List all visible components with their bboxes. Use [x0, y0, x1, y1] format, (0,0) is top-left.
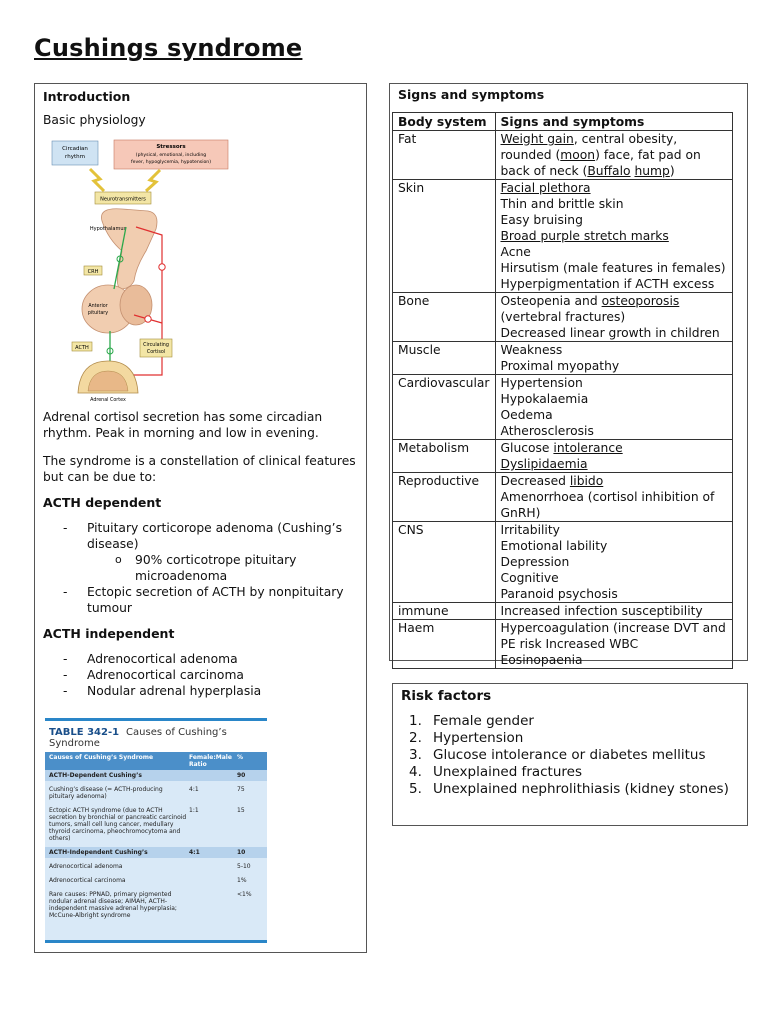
table-row: Metabolism Glucose intolerance Dyslipidaemia	[393, 440, 733, 473]
table-row: ACTH-Independent Cushing’s 4:1 10	[45, 847, 267, 858]
list-item: 3. Glucose intolerance or diabetes mellitus	[409, 747, 706, 763]
symptom-cell: Increased infection susceptibility	[495, 603, 733, 620]
symptom-cell: Irritability Emotional lability Depression Cognitive Paranoid psychosis	[495, 522, 733, 603]
risk-factors-heading: Risk factors	[401, 688, 492, 704]
list-item: - Adrenocortical carcinoma	[43, 667, 358, 683]
table-header-row	[393, 113, 733, 131]
hypothalamus-shape	[101, 209, 157, 289]
list-item: - Adrenocortical adenoma	[43, 651, 358, 667]
list-item: 1. Female gender	[409, 713, 534, 729]
circadian-paragraph: Adrenal cortisol secretion has some circadian rhythm. Peak in morning and low in evening.	[43, 410, 323, 440]
table-row: Reproductive Decreased libido Amenorrhoea (cortisol inhibition of GnRH)	[393, 473, 733, 522]
list-item: - Pituitary corticorope adenoma (Cushing’s disease) o 90% corticotrope pituitary microadenoma	[43, 520, 358, 584]
list-item: - Ectopic secretion of ACTH by nonpituitary tumour	[43, 584, 358, 616]
causes-table-title: TABLE 342-1 Causes of Cushing’s Syndrome	[45, 721, 267, 752]
lightning-arrow-icon	[146, 170, 160, 191]
table-row: Adrenocortical carcinoma 1%	[49, 877, 247, 884]
table-row: Bone Osteopenia and osteoporosis (vertebral fractures) Decreased linear growth in children	[393, 293, 733, 342]
circadian-label: rhythm	[65, 154, 85, 160]
circadian-rhythm-box	[52, 141, 98, 165]
table-row: immune Increased infection susceptibility	[393, 603, 733, 620]
circulating-cortisol-label: Circulating	[143, 343, 169, 348]
list-item: 2. Hypertension	[409, 730, 524, 746]
list-item: - Nodular adrenal hyperplasia	[43, 683, 358, 699]
circadian-label: Circadian	[62, 146, 88, 152]
symptom-cell: Weight gain, central obesity, rounded (moon) face, fat pad on back of neck (Buffalo hump)	[495, 131, 733, 180]
neurotransmitters-label: Neurotransmitters	[100, 196, 146, 203]
signs-table	[392, 112, 733, 669]
acth-dependent-list	[43, 520, 358, 616]
symptom-cell: Osteopenia and osteoporosis (vertebral fractures) Decreased linear growth in children	[495, 293, 733, 342]
weight-gain-text: Weight gain	[500, 132, 574, 146]
causes-table-image	[45, 718, 267, 943]
table-row: Rare causes: PPNAD, primary pigmented nodular adrenal disease; AIMAH, ACTH-independent massive adrenal hyperplasia; McCune-Albright syndrome <1%	[49, 891, 252, 919]
introduction-heading: Introduction	[43, 89, 131, 104]
anterior-pituitary-label: Anterior	[88, 304, 108, 309]
table-row: Skin Facial plethora Thin and brittle skin Easy bruising Broad purple stretch marks Acne Hirsutism (male features in females) Hyperpigmentation if ACTH excess	[393, 180, 733, 293]
circulating-cortisol-label: Cortisol	[146, 350, 166, 355]
column-header: Signs and symptoms	[495, 113, 733, 131]
inhibit-icon	[145, 316, 151, 322]
stressors-detail: fever, hypoglycemia, hypotension)	[131, 160, 211, 165]
acth-independent-list	[43, 651, 358, 699]
list-item: 4. Unexplained fractures	[409, 764, 583, 780]
symptom-cell: Glucose intolerance Dyslipidaemia	[495, 440, 733, 473]
physiology-diagram	[50, 139, 230, 402]
list-item: 5. Unexplained nephrolithiasis (kidney stones)	[409, 781, 729, 797]
basic-physiology-label: Basic physiology	[43, 113, 146, 127]
acth-independent-heading: ACTH independent	[43, 626, 175, 641]
column-header: Body system	[393, 113, 496, 131]
stressors-label: Stressors	[156, 144, 186, 150]
acth-dependent-heading: ACTH dependent	[43, 495, 162, 510]
page-title: Cushings syndrome	[34, 34, 303, 62]
table-row: Fat Weight gain, central obesity, rounded (moon) face, fat pad on back of neck (Buffalo hump)	[393, 131, 733, 180]
risk-factors-panel	[392, 683, 748, 826]
table-row: Muscle Weakness Proximal myopathy	[393, 342, 733, 375]
table-row: CNS Irritability Emotional lability Depression Cognitive Paranoid psychosis	[393, 522, 733, 603]
table-row: Ectopic ACTH syndrome (due to ACTH secretion by bronchial or pancreatic carcinoid tumors, small cell lung cancer, medullary thyroid carcinoma, pheochromocytoma and others) 1:1 15	[49, 807, 245, 842]
table-row: ACTH-Dependent Cushing’s 90	[45, 770, 267, 781]
table-row: Cardiovascular Hypertension Hypokalaemia Oedema Atherosclerosis	[393, 375, 733, 440]
table-row: Adrenocortical adenoma 5-10	[49, 863, 251, 870]
table-header-row: Causes of Cushing’s Syndrome Female:Male Ratio %	[45, 752, 267, 770]
list-item: o 90% corticotrope pituitary microadenoma	[87, 552, 358, 584]
table-row: Cushing’s disease (= ACTH-producing pituitary adenoma) 4:1 75	[49, 786, 245, 800]
hypothalamus-label: Hypothalamus	[89, 226, 127, 232]
symptom-cell: Weakness Proximal myopathy	[495, 342, 733, 375]
inhibit-icon	[159, 264, 165, 270]
stressors-detail: (physical, emotional, including	[135, 153, 207, 158]
adrenal-cortex-label: Adrenal Cortex	[90, 398, 126, 402]
symptom-cell: Facial plethora Thin and brittle skin Easy bruising Broad purple stretch marks Acne Hirsutism (male features in females) Hyperpigmentation if ACTH excess	[495, 180, 733, 293]
signs-heading: Signs and symptoms	[398, 87, 545, 102]
symptom-cell: Hypercoagulation (increase DVT and PE risk Increased WBC Eosinopaenia	[495, 620, 733, 669]
signs-table-container	[392, 112, 733, 675]
lightning-arrow-icon	[90, 169, 104, 191]
table-row: Haem Hypercoagulation (increase DVT and PE risk Increased WBC Eosinopaenia	[393, 620, 733, 669]
acth-label: ACTH	[75, 345, 89, 351]
risk-factors-list	[401, 713, 739, 798]
symptom-cell: Hypertension Hypokalaemia Oedema Atherosclerosis	[495, 375, 733, 440]
symptom-cell: Decreased libido Amenorrhoea (cortisol inhibition of GnRH)	[495, 473, 733, 522]
anterior-pituitary-label: pituitary	[87, 311, 109, 316]
constellation-paragraph: The syndrome is a constellation of clinical features but can be due to:	[43, 454, 356, 484]
crh-label: CRH	[87, 269, 99, 275]
